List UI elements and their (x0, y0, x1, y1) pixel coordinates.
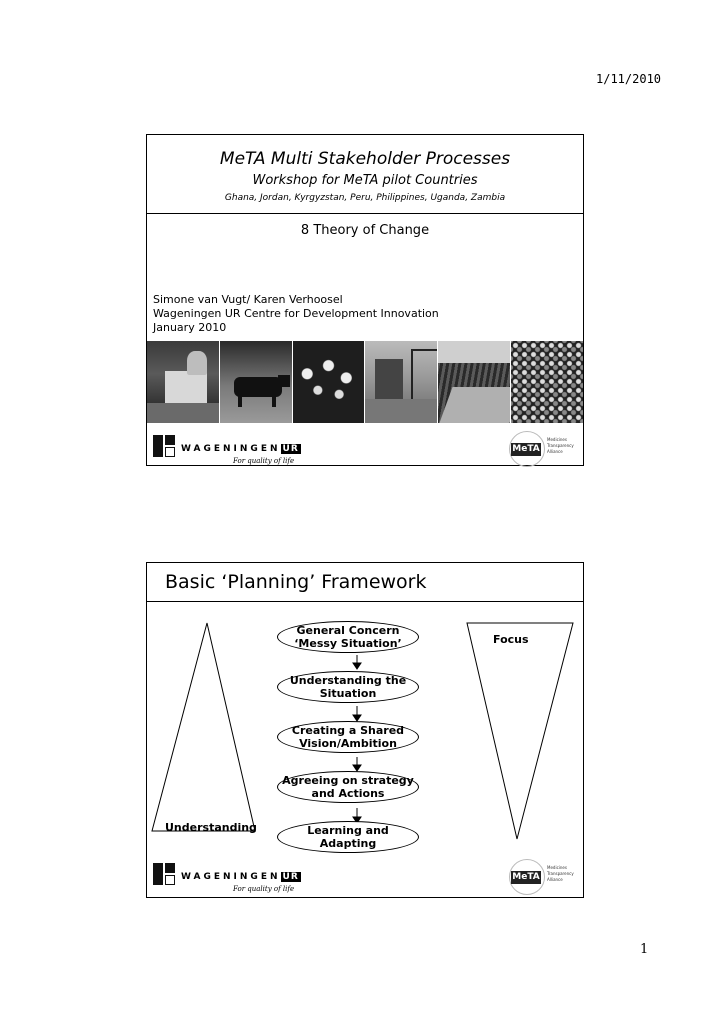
meta-logo-caption: Medicines Transparency Alliance (547, 437, 574, 454)
meta-logo (509, 431, 579, 465)
photo-flowers (293, 341, 366, 423)
slide1-chapter: 8 Theory of Change (300, 223, 430, 238)
slide2-title: Basic ‘Planning’ Framework (165, 571, 427, 593)
page-number: 1 (640, 942, 649, 957)
understanding-label: Understanding (165, 821, 257, 834)
wageningen-mark-icon (153, 435, 175, 457)
planning-framework-slide (146, 562, 584, 898)
meta-logo-text: MeTA (512, 872, 540, 882)
photo-strip (147, 341, 583, 423)
slide1-title: MeTA Multi Stakeholder Processes (219, 149, 511, 169)
author-line: Wageningen UR Centre for Development Innovation (153, 307, 439, 320)
divider (147, 213, 583, 214)
photo-cattle (220, 341, 293, 423)
wageningen-tagline: For quality of life (233, 457, 295, 465)
wageningen-tagline: For quality of life (233, 885, 295, 893)
wageningen-logo (153, 863, 301, 885)
meta-logo-caption: Medicines Transparency Alliance (547, 865, 574, 882)
page-date: 1/11/2010 (596, 72, 662, 86)
photo-market-stall (147, 341, 220, 423)
wageningen-text: WAGENINGEN (181, 444, 281, 454)
photo-field (438, 341, 511, 423)
photo-crowd (511, 341, 583, 423)
slide1-subtitle: Workshop for MeTA pilot Countries (252, 173, 478, 188)
step-general-concern: General Concern ‘Messy Situation’ (277, 621, 419, 653)
wageningen-ur: UR (282, 444, 299, 454)
step-agreeing-strategy: Agreeing on strategy and Actions (277, 771, 419, 803)
wageningen-ur: UR (282, 872, 299, 882)
wageningen-logo (153, 435, 301, 457)
slide1-countries: Ghana, Jordan, Kyrgyzstan, Peru, Philippines, Uganda, Zambia (224, 193, 506, 203)
title-slide (146, 134, 584, 466)
understanding-triangle (152, 623, 255, 831)
author-line: January 2010 (153, 321, 227, 334)
meta-logo (509, 859, 579, 893)
step-shared-vision: Creating a Shared Vision/Ambition (277, 721, 419, 753)
photo-construction (365, 341, 438, 423)
author-line: Simone van Vugt/ Karen Verhoosel (153, 293, 343, 306)
focus-triangle (467, 623, 573, 839)
step-understanding-situation: Understanding the Situation (277, 671, 419, 703)
meta-logo-text: MeTA (512, 444, 540, 454)
slide1-authors (153, 293, 439, 335)
step-learning-adapting: Learning and Adapting (277, 821, 419, 853)
focus-label: Focus (493, 633, 529, 646)
wageningen-text: WAGENINGEN (181, 872, 281, 882)
wageningen-mark-icon (153, 863, 175, 885)
